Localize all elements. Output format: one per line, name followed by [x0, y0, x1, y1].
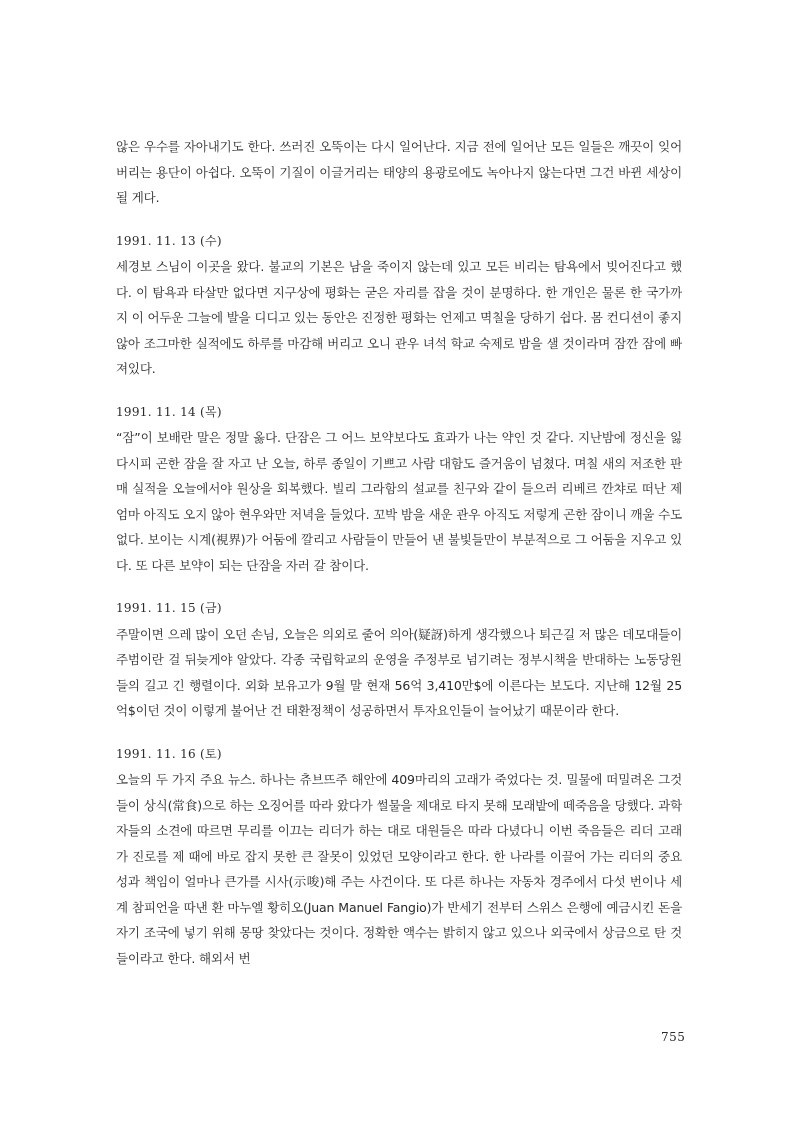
diary-entry [116, 596, 682, 724]
diary-entry [116, 400, 682, 579]
entry-date: 1991. 11. 16 (토) [116, 746, 222, 761]
entry-text: 오늘의 두 가지 주요 뉴스. 하나는 츄브뜨주 해안에 409마리의 고래가 죽었다는 것. 밀물에 떠밀려온 그것들이 상식(常食)으로 하는 오징어를 따라 왔다가 썰물을 제대로 타지 못해 모래밭에 떼죽음을 당했다. 과학자들의 소견에 따르면 무리를 이끄는 리더가 하는 대로 대원들은 따라 다녔다니 이번 죽음들은 리더 고래가 진로를 제 때에 바로 잡지 못한 큰 잘못이 있었던 모양이라고 한다. 한 나라를 이끌어 가는 리더의 중요성과 책임이 얼마나 큰가를 시사(示唆)해 주는 사건이다. 또 다른 하나는 자동차 경주에서 다섯 번이나 세계 참피언을 따낸 환 마누엘 황히오(Juan Manuel Fangio)가 반세기 전부터 스위스 은행에 예금시킨 돈을 자기 조국에 넣기 위해 몽땅 찾았다는 것이다. 정확한 액수는 밝히지 않고 있으나 외국에서 상금으로 탄 것들이라고 한다. 해외서 번 [116, 772, 682, 966]
page-number: 755 [661, 1030, 686, 1044]
entry-text: 주말이면 으레 많이 오던 손님, 오늘은 의외로 줄어 의아(疑訝)하게 생각했으나 퇴근길 저 많은 데모대들이 주범이란 걸 뒤늦게야 알았다. 각종 국립학교의 운영을 주정부로 넘기려는 정부시책을 반대하는 노동당원들의 길고 긴 행렬이다. 외화 보유고가 9월 말 현재 56억 3,410만$에 이른다는 보도다. 지난해 12월 25억$이던 것이 이렇게 불어난 건 태환정책이 성공하면서 투자요인들이 늘어났기 때문이라 한다. [116, 626, 682, 718]
intro-paragraph: 않은 우수를 자아내기도 한다. 쓰러진 오뚝이는 다시 일어난다. 지금 전에 일어난 모든 일들은 깨끗이 잊어버리는 용단이 아쉽다. 오뚝이 기질이 이글거리는 태양의 용광로에도 녹아나지 않는다면 그건 바뀐 세상이 될 게다. [116, 139, 682, 205]
entry-date: 1991. 11. 13 (수) [116, 233, 222, 248]
entry-text: 세경보 스님이 이곳을 왔다. 불교의 기본은 남을 죽이지 않는데 있고 모든 비리는 탐욕에서 빚어진다고 했다. 이 탐욕과 타살만 없다면 지구상에 평화는 굳은 자리를 잡을 것이 분명하다. 한 개인은 물론 한 국가까지 이 어두운 그늘에 발을 디디고 있는 동안은 진정한 평화는 언제고 멱칠을 당하기 쉽다. 몸 컨디션이 좋지 않아 조그마한 실적에도 하루를 마감해 버리고 오니 관우 녀석 학교 숙제로 밤을 샐 것이라며 잠깐 잠에 빠져있다. [116, 259, 682, 376]
entry-text: “잠”이 보배란 말은 정말 옳다. 단잠은 그 어느 보약보다도 효과가 나는 약인 것 같다. 지난밤에 정신을 잃다시피 곤한 잠을 잘 자고 난 오늘, 하루 종일이 기쁘고 사람 대함도 즐거움이 넘쳤다. 며칠 새의 저조한 판매 실적을 오늘에서야 원상을 회복했다. 빌리 그라함의 설교를 친구와 같이 들으러 리베르 깐챠로 떠난 제 엄마 아직도 오지 않아 현우와만 저녁을 들었다. 꼬박 밤을 새운 관우 아직도 저렇게 곤한 잠이니 깨울 수도 없다. 보이는 시계(視界)가 어둠에 깔리고 사람들이 만들어 낸 불빛들만이 부분적으로 그 어둠을 지우고 있다. 또 다른 보약이 되는 단잠을 자러 갈 참이다. [116, 430, 682, 573]
entry-date: 1991. 11. 14 (목) [116, 404, 222, 419]
diary-entry [116, 742, 682, 972]
diary-entry [116, 229, 682, 382]
diary-page-body [116, 134, 682, 971]
entry-date: 1991. 11. 15 (금) [116, 601, 222, 615]
